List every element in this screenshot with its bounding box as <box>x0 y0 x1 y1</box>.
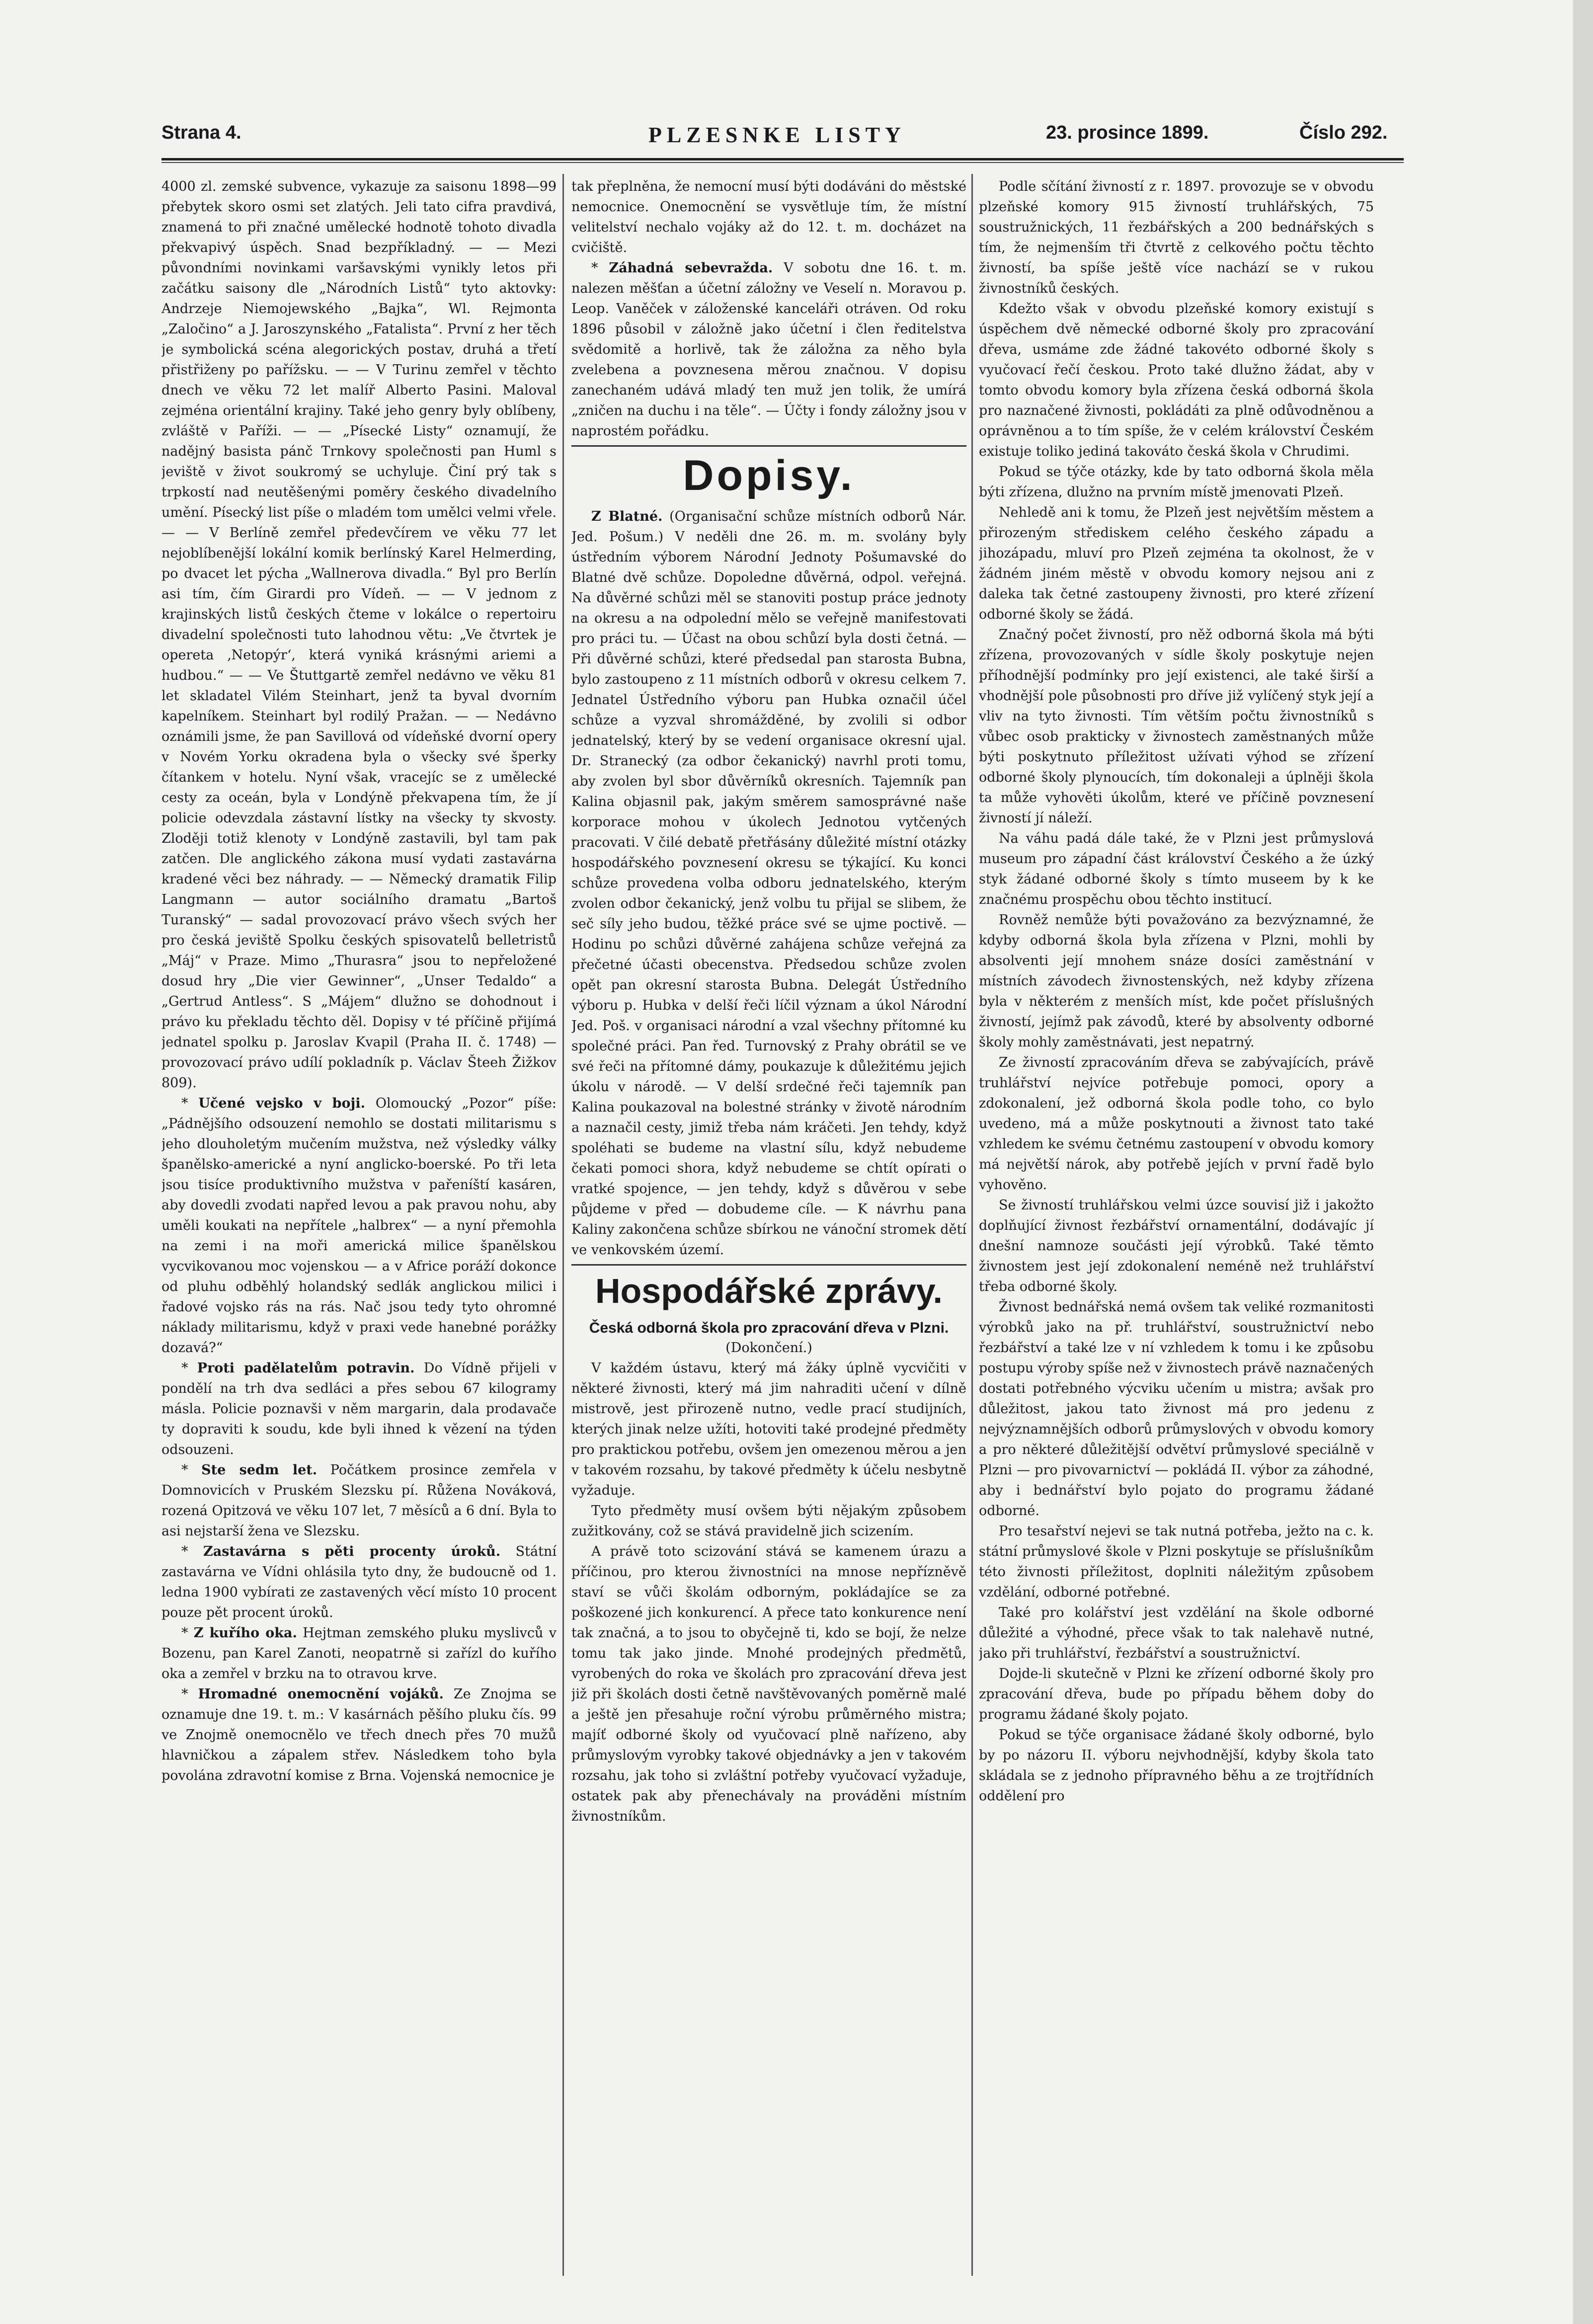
article-heading: Učené vejsko v boji. <box>198 1096 365 1111</box>
article-suicide: * Záhadná sebevražda. V sobotu dne 16. t. m. nalezen měšťan a účetní záložny ve Veselí n. Moravou p. Leop. Vaněček v záloženské kanceláři otráven. Od roku 1896 působil v záložně jako účetní i člen ředitelstva svědomitě a horlivě, tak že záložna za něho byla zvelebena a povznesena měrou značnou. V dopisu zanechaném udává mladý ten muž jen tolik, že umírá „zničen na duchu i na těle“. — Účty i fondy záložny jsou v naprostém pořádku. <box>571 260 966 439</box>
economic-paragraph: Pokud se týče otázky, kde by tato odborná škola měla býti zřízena, dlužno na prvním místě jmenovati Plzeň. <box>979 464 1374 500</box>
article-text: Ze Znojma se oznamuje dne 19. t. m.: V kasárnách pěšího pluku čís. 99 ve Znojmě onemocnělo ve třech dnech přes 70 mužů hlavničkou a zápalem střev. Následkem toho byla povolána zdravotní komise z Brna. Vojenská nemocnice je <box>161 1686 557 1783</box>
article-soldiers-illness: * Hromadné onemocnění vojáků. Ze Znojma se oznamuje dne 19. t. m.: V kasárnách pěšího pluku čís. 99 ve Znojmě onemocnělo ve třech dnech přes 70 mužů hlavničkou a zápalem střev. Následkem toho byla povolána zdravotní komise z Brna. Vojenská nemocnice je <box>161 1686 557 1783</box>
article-text: Olomoucký „Pozor“ píše: „Pádnějšího odsouzení nemohlo se dostati militarismu s jeho dlouholetým mučením mužstva, než výsledky války španělsko-americké a nyní anglicko-boerské. Po tři leta jsou tisíce produktivního mužstva v pařeníští kasáren, aby dovedli zvodati napřed levou a pak pravou nohu, aby uměli koukati na nepřítele „halbrex“ — a nyní přemohla na zemi i na moři americká milice španělskou vycvikovanou moc vojenskou — a v Africe poráží dokonce od pluhu odběhlý holandský sedlák anglickou milici i řadové vojsko rás na rás. Nač jsou tedy tyto ohromné náklady militarismu, když v praxi vede hanebné porážky dozavá?“ <box>161 1096 557 1356</box>
economic-paragraph: Nehledě ani k tomu, že Plzeň jest největším městem a přirozeným střediskem celého českého západu a jihozápadu, mluví pro Plzeň zejména ta okolnost, že v žádném jiném městě v obvodu komory nejsou ani z daleka tak četné zastoupeny živnosti, pro které zřízení odborné školy se žádá. <box>979 505 1374 622</box>
article-pawnshop: * Zastavárna s pěti procenty úroků. Státní zastavárna ve Vídni ohlásila tyto dny, že budoucně od 1. ledna 1900 vybírati ze zastavených věcí místo 10 procent pouze pět procent úroků. <box>161 1544 557 1620</box>
economic-paragraph: Na váhu padá dále také, že v Plzni jest průmyslová museum pro západní část království Českého a že úzký styk žádané odborné školy s tímto museem by k ke značnému prospěchu obou těchto institucí. <box>979 831 1374 907</box>
page-edge-shadow <box>1573 0 1593 2324</box>
economic-paragraph: Pro tesařství nejevi se tak nutná potřeba, ježto na c. k. státní průmyslové škole v Plzni poskytuje se příslušníkům této živnosti příležitost, doplniti náležitým způsobem vzdělání, odborné potřebné. <box>979 1523 1374 1600</box>
economic-paragraph: Podle sčítání živností z r. 1897. provozuje se v obvodu plzeňské komory 915 živností truhlářských, 75 soustružnických, 11 řezbářských a 200 bednářských s tím, že nejmenším tři čtvrtě z celkového počtu těchto živností, ba spíše ještě více nachází se v rukou živnostníků českých. <box>979 179 1374 296</box>
column-2 <box>571 176 966 2283</box>
column-separator-1 <box>562 174 564 2276</box>
article-food-fraud: * Proti padělatelům potravin. Do Vídně přijeli v pondělí na trh dva sedláci a přes sebou 67 kilogramy másla. Policie poznavši v něm margarin, dala prodavače ty dopraviti k soudu, kde byli ihned k vězení na týden odsouzeni. <box>161 1361 557 1457</box>
article-text: V sobotu dne 16. t. m. nalezen měšťan a účetní záložny ve Veselí n. Moravou p. Leop. Vaněček v záloženské kanceláři otráven. Od roku 1896 působil v záložně jako účetní i člen ředitelstva svědomitě a horlivě, tak že záložna za něho byla zvelebena a povznesena měrou značnou. V dopisu zanechaném udává mladý ten muž jen tolik, že umírá „zničen na duchu i na těle“. — Účty i fondy záložny jsou v naprostém pořádku. <box>571 260 966 439</box>
column-3 <box>979 176 1374 2283</box>
section-title-dopisy: Dopisy. <box>683 452 855 499</box>
article-heading: Z kuřího oka. <box>193 1625 297 1641</box>
column-separator-2 <box>971 174 973 2276</box>
economic-paragraph: Dojde-li skutečně v Plzni ke zřízení odborné školy pro zpracování dřeva, bude po případu během doby do programu žádané školy pojato. <box>979 1666 1374 1722</box>
article-heading: Zastavárna s pěti procenty úroků. <box>203 1544 501 1559</box>
economic-paragraph: Se živností truhlářskou velmi úzce souvisí již i jakožto doplňující živnost řezbářství ornamentální, dodávajíc jí dnešní namnoze součásti její výrobků. Také těmto živnostem jest její zdokonalení neméně než truhlářství třeba odborné školy. <box>979 1198 1374 1294</box>
continuation-note: (Dokončení.) <box>725 1340 812 1356</box>
column-1 <box>161 176 557 2283</box>
letter-blatna <box>571 506 966 1260</box>
section-title-hospodarske: Hospodářské zprávy. <box>595 1272 943 1310</box>
header-rule-thin <box>161 162 1404 163</box>
article-text: Počátkem prosince zemřela v Domnovicích v Pruském Slezsku pí. Růžena Nováková, rozená Opitzová ve věku 107 let, 7 měsíců a 6 dní. Byla to asi nejstarší žena ve Slezsku. <box>161 1462 557 1539</box>
issue-number: Číslo 292. <box>1299 122 1388 143</box>
issue-date: 23. prosince 1899. <box>1046 122 1209 143</box>
section-rule <box>571 1264 966 1266</box>
article-heading: Ste sedm let. <box>201 1462 318 1478</box>
header-rule <box>161 158 1404 160</box>
article-subtitle: Česká odborná škola pro zpracování dřeva v Plzni. <box>589 1320 949 1336</box>
article-text: Státní zastavárna ve Vídni ohlásila tyto dny, že budoucně od 1. ledna 1900 vybírati ze zastavených věcí místo 10 procent pouze pět procent úroků. <box>161 1544 557 1620</box>
economic-paragraph: Také pro kolářství jest vzdělání na škole odborné důležité a výhodné, přece však to tak nalehavě nutné, jako při truhlářství, řezbářství a soustružnictví. <box>979 1605 1374 1661</box>
article-centenarian: * Ste sedm let. Počátkem prosince zemřela v Domnovicích v Pruském Slezsku pí. Růžena Nováková, rozená Opitzová ve věku 107 let, 7 měsíců a 6 dní. Byla to asi nejstarší žena ve Slezsku. <box>161 1462 557 1539</box>
page-header <box>161 119 1404 149</box>
economic-paragraph: Rovněž nemůže býti považováno za bezvýznamné, že kdyby odborná škola byla zřízena v Plzni, mohli by absolventi její mnohem snáze dosíci zaměstnání v místních závodech živnostenských, než kdyby zřízena byla v některém z menších míst, kde počet příslušných živností, jejímž pak závodů, které by absolventy odborné školy mohly zaměstnávati, jest nepatrný. <box>979 912 1374 1050</box>
letter-heading: Z Blatné. <box>591 509 663 524</box>
economic-paragraph: Tyto předměty musí ovšem býti nějakým způsobem zužitkovány, což se stává pravidelně jich scizením. <box>571 1503 966 1539</box>
article-militarism: * Učené vejsko v boji. Olomoucký „Pozor“ píše: „Pádnějšího odsouzení nemohlo se dostati militarismu s jeho dlouholetým mučením mužstva, než výsledky války španělsko-americké a nyní anglicko-boerské. Po tři leta jsou tisíce produktivního mužstva v pařeníští kasáren, aby dovedli zvodati napřed levou a pak pravou nohu, aby uměli koukati na nepřítele „halbrex“ — a nyní přemohla na zemi i na moři americká milice španělskou vycvikovanou moc vojenskou — a v Africe poráží dokonce od pluhu odběhlý holandský sedlák anglickou milici i řadové vojsko rás na rás. Nač jsou tedy tyto ohromné náklady militarismu, když v praxi vede hanebné porážky dozavá?“ <box>161 1096 557 1356</box>
newspaper-title: PLZESNKE LISTY <box>648 123 906 147</box>
economic-paragraph: Značný počet živností, pro něž odborná škola má býti zřízena, provozovaných v sídle školy poskytuje nejen příhodnější podmínky pro její existenci, ale také širší a vhodnější pole působnosti pro dříve již vylíčený styk její a vliv na tyto živnosti. Tím větším počtu živnostníků s vůbec osob prakticky v živnostech zaměstnaných může býti poskytnuto příležitost užívati výhod se zřízení odborné školy plynoucích, tím dokonaleji a úplněji škola ta může vyhověti úkolům, které ve příčině povznesení živností jí náleží. <box>979 627 1374 826</box>
article-text: Hejtman zemského pluku myslivců v Bozenu, pan Karel Zanoti, neopatrně si zařízl do kuřího oka a zemřel v brzku na to otravou krve. <box>161 1625 557 1682</box>
economic-paragraph: A právě toto scizování stává se kamenem úrazu a příčinou, pro kterou živnostníci na mnose nepřízněvě staví se vůči školám odborným, pokládajíce se za poškozené jich konkurencí. A přece tato konkurence není tak značná, a to jsou to obyčejně ti, kdo se bojí, že nelze tomu tak jako jinde. Mnohé prodejných předmětů, vyrobených do roka ve školách pro zpracování dřeva jest již při školách dosti četně navštěvovaných poměrně malé a ještě jen přesahuje roční výrobu průměrného mistra; majíť odborné školy od vyučovací plně nařízeno, aby průmyslovým vyrobky takové objednávky a jen v takovém rozsahu, jak toho si zvláštní potřeby vyučovací vyžaduje, ostatek pak aby přenechávaly na prováděni místním živnostníkům. <box>571 1544 966 1824</box>
article-continuation: tak přeplněna, že nemocní musí býti dodáváni do městské nemocnice. Onemocnění se vysvětluje tím, že místní velitelství nechalo vojáky až do 12. t. m. docházet na cvičiště. <box>571 179 966 255</box>
article-text: Do Vídně přijeli v pondělí na trh dva sedláci a přes sebou 67 kilogramy másla. Policie poznavši v něm margarin, dala prodavače ty dopraviti k soudu, kde byli ihned k vězení na týden odsouzeni. <box>161 1361 557 1457</box>
article-heading: Proti padělatelům potravin. <box>197 1361 415 1376</box>
economic-paragraph: Živnost bednářská nemá ovšem tak veliké rozmanitosti výrobků jako na př. truhlářství, soustružnictví nebo řezbářství a také lze v ní vzhledem k tomu i ke způsobu postupu výroby spíše než v živnostech právě naznačených dostati potřebného výcviku učením u mistra; avšak pro důležitost, jakou tato živnost má pro jedenu z nejvýznamnějších odborů průmyslových v obvodu komory a pro některé důležitější odvětví průmyslové speciálně v Plzni — pro pivovarnictví — pokládá II. výbor za záhodné, aby i bednářství bylo pojato do programu žádané odborné. <box>979 1299 1374 1519</box>
article-corn: * Z kuřího oka. Hejtman zemského pluku myslivců v Bozenu, pan Karel Zanoti, neopatrně si zařízl do kuřího oka a zemřel v brzku na to otravou krve. <box>161 1625 557 1682</box>
letter-text: (Organisační schůze místních odborů Nár. Jed. Pošum.) V neděli dne 26. m. m. svolány byly ústředním výborem Národní Jednoty Pošumavské do Blatné dvě schůze. Dopoledne důvěrná, odpol. veřejná. Na důvěrné schůzi měl se stanoviti postup práce jednoty na okresu a na odpolední mělo se veřejně manifestovati pro práci tu. — Účast na obou schůzí byla dosti četná. — Při důvěrné schůzi, které předsedal pan starosta Bubna, bylo zastoupeno z 11 místních odborů v okresu celkem 7. Jednatel Ústředního výboru pan Hubka označil účel schůze a vyzval shromážděné, by zvolili si odbor jednatelský, který by se vedení organisace okresní ujal. Dr. Stranecký (za odbor čekanický) navrhl proti tomu, aby zvolen byl sbor důvěrníků okresních. Tajemník pan Kalina objasnil pak, jakým směrem samosprávné naše korporace mohou v úkolech Jednotou vytčených pracovati. V čilé debatě přetřásány důležité místní otázky hospodářského povznesení okresu se týkající. Ku konci schůze provedena volba odboru jednatelského, kterým zvolen odbor čekanický, jenž volbu tu přijal se slibem, že seč síly jeho budou, těžké práce své se ujme poctivě. — Hodinu po schůzi důvěrné zahájena schůze veřejná za přečetné účasti obecenstva. Předsedou schůze zvolen opět pan okresní starosta Bubna. Delegát Ústředního výboru p. Hubka v delší řeči líčil význam a úkol Národní Jed. Poš. v organisaci národní a vzal všechny přítomné ku společné práci. Pan řed. Turnovský z Prahy obrátil se ve své řeči na přítomné dámy, poukazuje k důležitému jejich úkolu v národě. — V delší srdečné řeči tajemník pan Kalina poukazoval na bolestné stránky v životě národním a naznačil cesty, jimiž třeba nám kráčeti. Jen tehdy, když spoléhati se budeme na vlastní sílu, když nebudeme čekati pomoci shora, když nebudeme se chtít opírati o vratké spojence, — jen tehdy, když s důvěrou v sebe půjdeme v před — dobudeme cíle. — K návrhu pana Kaliny zakončena schůze sbírkou ne vánoční stromek dětí ve venkovském území. <box>571 509 966 1258</box>
economic-paragraph: Pokud se týče organisace žádané školy odborné, bylo by po názoru II. výboru nejvhodnější, kdyby škola tato skládala se z jednoho přípravného běhu a ze trojtřídních oddělení pro <box>979 1727 1374 1804</box>
article-heading: Hromadné onemocnění vojáků. <box>198 1686 444 1702</box>
theatre-news-paragraph: 4000 zl. zemské subvence, vykazuje za saisonu 1898—99 přebytek skoro osmi set zlatých. Jeli tato cifra pravdivá, znamená to při značné umělecké hodnotě tohoto divadla překvapivý úspěch. Snad bezpříkladný. — — Mezi půvondními novinkami varšavskými vynikly letos při začátku saisony dle „Národních Listů“ tyto aktovky: Andrzeje Niemojewského „Bajka“, Wl. Rejmonta „Zaločino“ a J. Jaroszynského „Fatalista“. První z her těch je symbolická scéna alegorických postav, druhá a třetí přistřiženy po pařížsku. — — V Turinu zemřel v těchto dnech ve věku 72 let malíř Alberto Pasini. Maloval zejména orientální krajiny. Také jeho genry byly oblíbeny, zvláště v Paříži. — — „Písecké Listy“ oznamují, že nadějný basista pánč Trnkovy společnosti pan Huml s jeviště v život soukromý se uchyluje. Činí prý tak s trpkostí nad neutěšenými poměry českého divadelního umění. Písecký list píše o mladém tom umělci velmi vřele. — — V Berlíně zemřel předevčírem ve věku 77 let nejoblíbenější lokální komik berlínský Karel Helmerding, po dvacet let pýcha „Wallnerova divadla.“ Byl pro Berlín asi tím, čím Girardi pro Vídeň. — — V jednom z krajinských listů českých čteme v lokálce o repertoiru divadelní společnosti tuto lahodnou větu: „Ve čtvrtek je opereta ‚Netopýr‘, která vyniká krásnými ariemi a hudbou.“ — — Ve Štuttgartě zemřel nedávno ve věku 81 let skladatel Vilém Steinhart, jenž ta byval dvorním kapelníkem. Steinhart byl rodilý Pražan. — — Nedávno oznámili jsme, že pan Savillová od vídeňské dvorní opery v Novém Yorku okradena byla o všecky své šperky čítankem v hotelu. Nyní však, vracejíc se z umělecké cesty za oceán, byla v Londýně překvapena tím, že jí policie odevzdala zástavní lístky na všecky ty skvosty. Zloději totiž klenoty v Londýně zastavili, byl tam pak zatčen. Dle anglického zákona musí vydati zastavárna kradené věci bez náhrady. — — Německý dramatik Filip Langmann — autor sociálního dramatu „Bartoš Turanský“ — sadal provozovací právo všech svých her pro česká jeviště Spolku českých spisovatelů belletristů „Máj“ v Praze. Mimo „Thurasra“ jsou to nepřeložené dosud hry „Die vier Gewinner“, „Unser Tedaldo“ a „Gertrud Antless“. S „Májem“ dlužno se dohodnout i právo ku překladu těchto děl. Dopisy v té příčině přijímá jednatel spolku p. Jaroslav Kvapil (Praha II. č. 1748) — provozovací právo udílí pokladník p. Václav Šteeh Žižkov 809). <box>161 179 557 1091</box>
economic-paragraph: V každém ústavu, který má žáky úplně vycvičiti v některé živnosti, který má jim nahraditi učení v dílně mistrově, jest přirozeně nutno, vedle prací studijních, kterých jinak nelze užíti, hotoviti také prodejné předměty pro praktickou potřebu, ovšem jen omezenou měrou a jen v takovém rozsahu, by takové předměty k účelu nesbytně vyžaduje. <box>571 1361 966 1498</box>
article-heading: Záhadná sebevražda. <box>609 260 773 276</box>
section-rule <box>571 445 966 447</box>
economic-paragraph: Kdežto však v obvodu plzeňské komory existují s úspěchem dvě německé odborné školy pro zpracování dřeva, usmáme zde žádné takovéto odborné školy s vyučovací řečí českou. Proto také dlužno žádat, aby v tomto obvodu komory byla zřízena česká odborná škola pro naznačené živnosti, pokládáti za plně odůvodněnou a oprávněnou a to tím spíše, že v celém království Českém existuje toliko jediná takováto česká škola v Chrudimi. <box>979 301 1374 459</box>
page-number-label: Strana 4. <box>161 122 241 143</box>
economic-paragraph: Ze živností zpracováním dřeva se zabývajících, právě truhlářství nejvíce potřebuje pomoci, opory a zdokonalení, jež odborná škola podle toho, co bylo uvedeno, má a může poskytnouti a živnost tato také vzhledem ke svému četnému zastoupení v obvodu komory má největší nárok, aby potřebě jejích v první řadě bylo vyhověno. <box>979 1055 1374 1193</box>
